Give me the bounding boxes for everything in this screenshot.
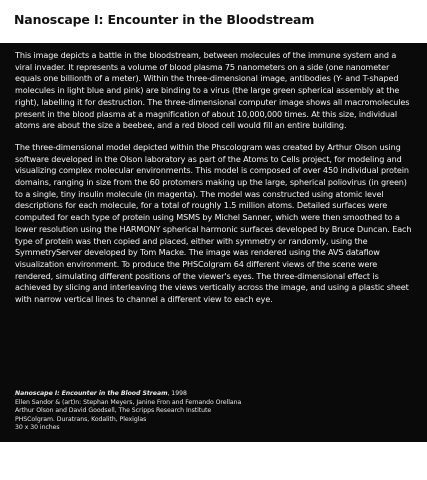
description-paragraph: The three-dimensional model depicted within the Phscologram was created by Arthur Olson using software developed in the Olson laboratory as part of the Atoms to Cells project, for modeling and visualizing complex molecular environments. This model is composed of over 450 individual protein domains, ranging in size from the 60 protomers making up the large, spherical poliovirus (in green) to a single, tiny insulin molecule (in magenta). The model was constructed using atomic level descriptions for each molecule, for a total of roughly 1.5 million atoms. Detailed surfaces were computed for each type of protein using MSMS by Michel Sanner, which were then smoothed to a lower resolution using the HARMONY spherical harmonic surfaces developed by Bruce Duncan. Each type of protein was then copied and placed, either with symmetry or randomly, using the SymmetryServer developed by Tom Macke. The image was rendered using the AVS dataflow visualization environment. To produce the PHSColgram 64 different views of the scene were rendered, simulating different positions of the viewer's eyes. The three-dimensional effect is achieved by slicing and interleaving the views vertically across the image, and using a plastic sheet with narrow vertical lines to channel a different view to each eye. [15,141,412,305]
title-bar [0,0,427,42]
artwork-artists: Ellen Sandor & (art)n: Stephan Meyers, Janine Fron and Fernando Orellana [15,398,242,406]
artwork-dimensions: 30 x 30 inches [15,424,60,432]
credit-title-line [15,390,241,399]
page-title: Nanoscape I: Encounter in the Bloodstream [14,12,315,27]
artwork-medium: PHSColgram. Duratrans, Kodalith, Plexiglas [15,415,147,423]
artwork-collaborators: Arthur Olson and David Goodsell, The Scripps Research Institute [15,407,212,415]
artwork-year: , 1998 [167,390,187,397]
label-panel [0,43,427,442]
artwork-title: Nanoscape I: Encounter in the Blood Stream [15,390,168,397]
description-body [15,50,415,306]
description-paragraph: This image depicts a battle in the bloodstream, between molecules of the immune system and a viral invader. It represents a volume of blood plasma 75 nanometers on a side (one nanometer equals one billionth of a meter). Within the three-dimensional image, antibodies (Y- and T-shaped molecules in light blue and pink) are binding to a virus (the large green spherical assembly at the right), labelling it for destruction. The three-dimensional computer image shows all macromolecules present in the blood plasma at a magnification of about 10,000,000 times. At this size, individual atoms are about the size a beebee, and a red blood cell would fill an entire building. [15,50,410,131]
artwork-credits [15,390,241,433]
